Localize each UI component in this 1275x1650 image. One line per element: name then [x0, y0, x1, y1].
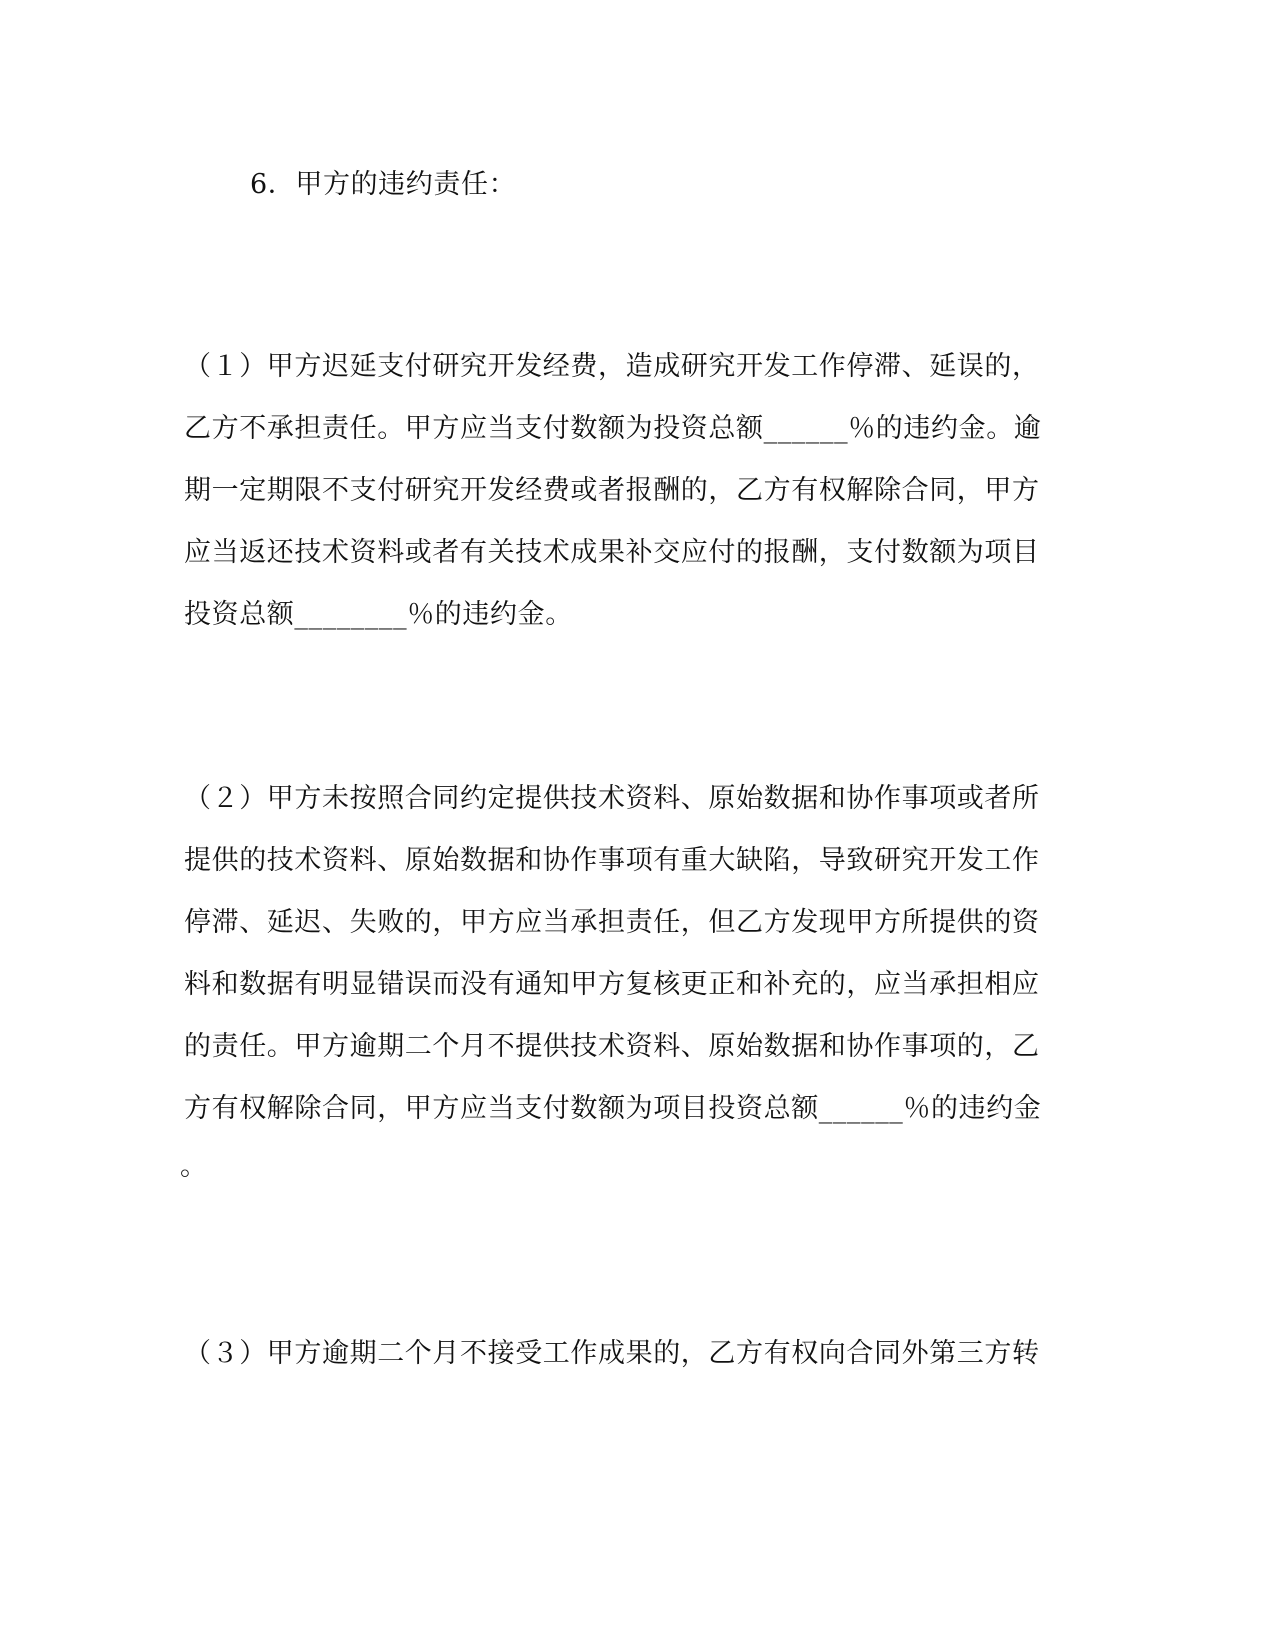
clause-2-line: （２）甲方未按照合同约定提供技术资料、原始数据和协作事项或者所 [184, 783, 1040, 814]
clause-2-line: 。 [180, 1151, 208, 1182]
section-heading: 6．甲方的违约责任： [250, 169, 517, 200]
clause-3-line: （３）甲方逾期二个月不接受工作成果的，乙方有权向合同外第三方转 [184, 1338, 1040, 1369]
clause-1-line: 应当返还技术资料或者有关技术成果补交应付的报酬，支付数额为项目 [184, 537, 1040, 568]
clause-2-line: 的责任。甲方逾期二个月不提供技术资料、原始数据和协作事项的，乙 [184, 1031, 1040, 1062]
clause-2-line: 料和数据有明显错误而没有通知甲方复核更正和补充的，应当承担相应 [184, 969, 1040, 1000]
clause-2-line: 提供的技术资料、原始数据和协作事项有重大缺陷，导致研究开发工作 [184, 845, 1040, 876]
clause-2-line: 停滞、延迟、失败的，甲方应当承担责任，但乙方发现甲方所提供的资 [184, 907, 1040, 938]
clause-1-line: 乙方不承担责任。甲方应当支付数额为投资总额______％的违约金。逾 [184, 413, 1042, 444]
clause-1-line: 投资总额________％的违约金。 [184, 599, 573, 630]
clause-1-line: 期一定期限不支付研究开发经费或者报酬的，乙方有权解除合同，甲方 [184, 475, 1040, 506]
clause-2-line: 方有权解除合同，甲方应当支付数额为项目投资总额______％的违约金 [184, 1093, 1042, 1124]
clause-1-line: （１）甲方迟延支付研究开发经费，造成研究开发工作停滞、延误的， [184, 351, 1040, 382]
